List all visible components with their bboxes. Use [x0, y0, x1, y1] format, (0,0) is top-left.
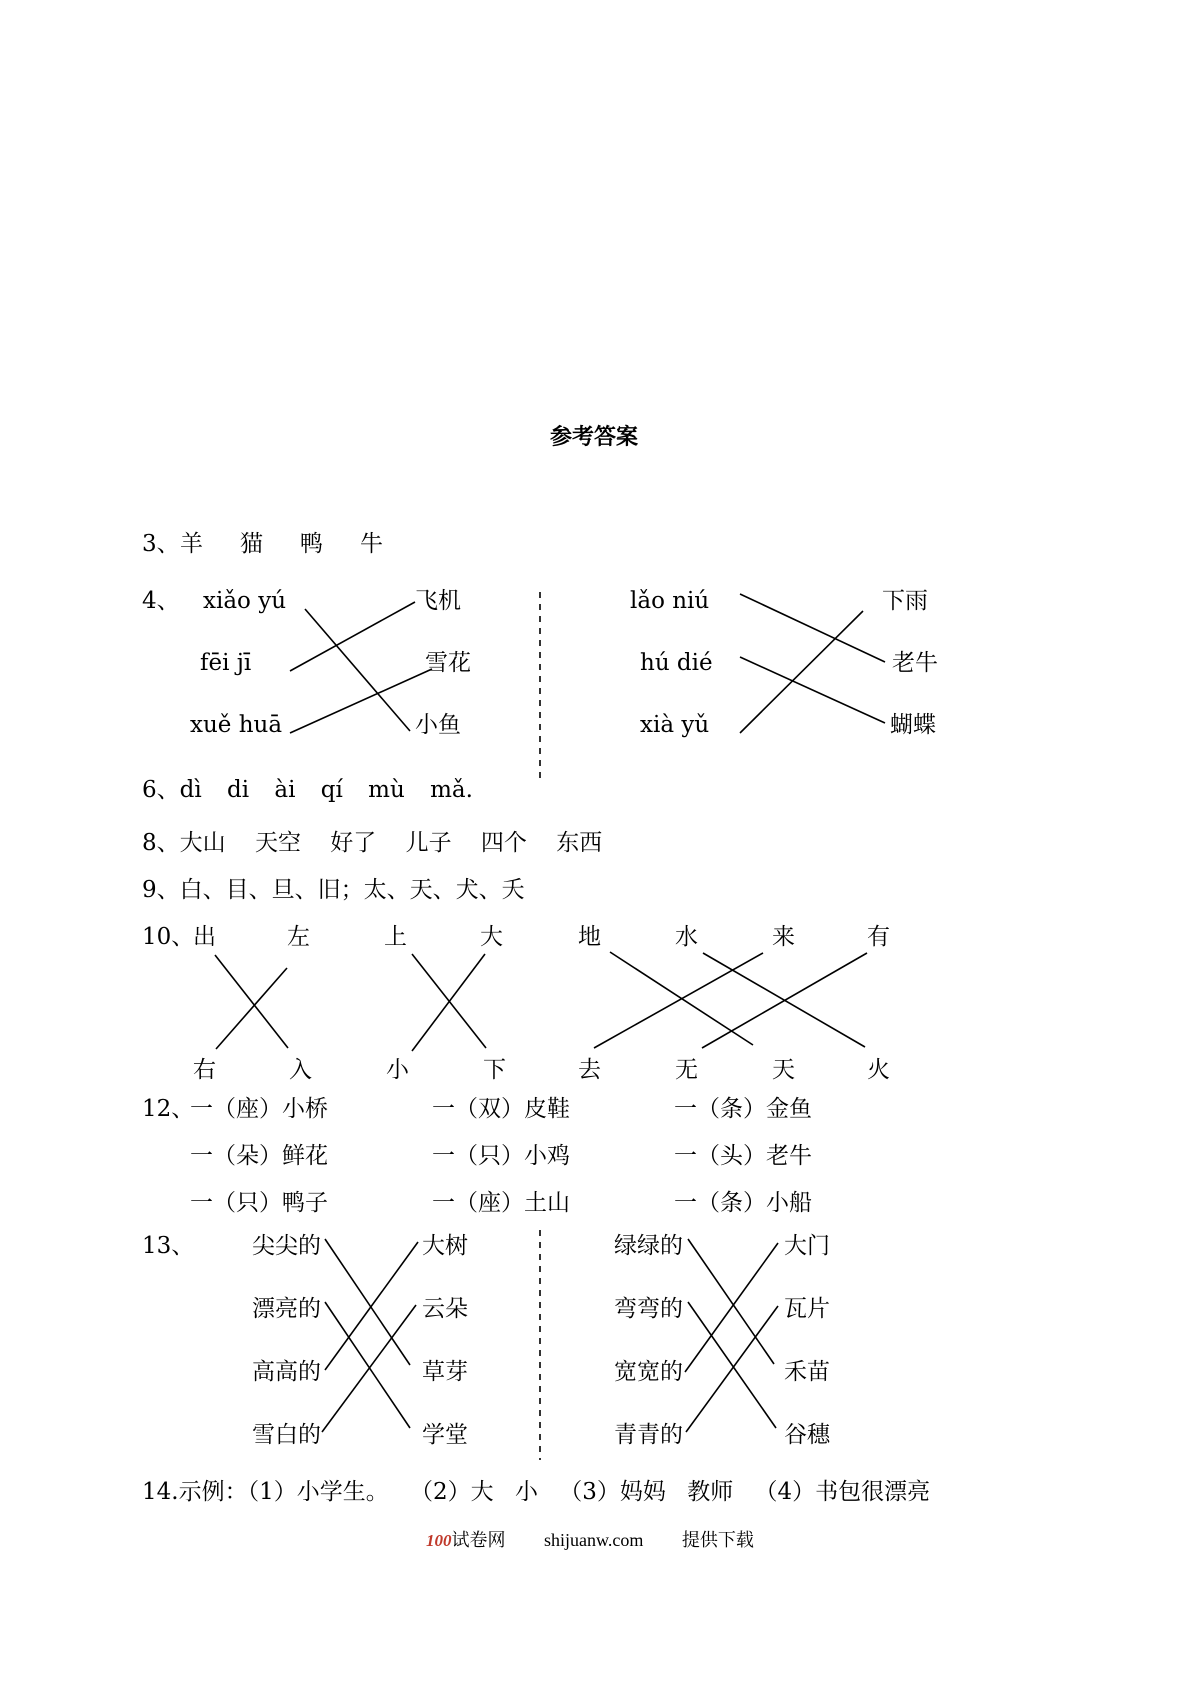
q13-match-line [688, 1239, 774, 1364]
q10-top-char: 出 [193, 924, 216, 950]
q4-match-line [740, 657, 885, 723]
q10-match-line [215, 955, 288, 1048]
q10-match-line [703, 953, 865, 1047]
q12-item: 一（朵）鲜花 [190, 1143, 328, 1169]
q4-match-line [290, 669, 432, 733]
q13-match-line [325, 1302, 410, 1428]
q13-left-adj: 高高的 [252, 1359, 321, 1385]
q4-right-pinyin: hú dié [640, 650, 713, 676]
q4-right-char: 下雨 [882, 588, 928, 614]
q4-match-line [305, 609, 410, 731]
q10-match-line [594, 953, 763, 1048]
q13-left-noun: 大树 [422, 1233, 468, 1259]
q12-number: 12、 [142, 1096, 195, 1122]
q4-right-pinyin: lǎo niú [630, 588, 710, 614]
q4-match-line [290, 602, 415, 671]
q10-bottom-char: 火 [867, 1057, 890, 1083]
q3-word: 鸭 [300, 531, 323, 557]
q3-word: 猫 [240, 531, 263, 557]
footer [426, 1526, 754, 1552]
q4-match-line [740, 594, 885, 662]
q13-left-noun: 云朵 [422, 1296, 468, 1322]
q13-left-adj: 漂亮的 [252, 1296, 321, 1322]
q4-right-char: 老牛 [892, 650, 938, 676]
q12-item: 一（头）老牛 [674, 1143, 812, 1169]
site-logo: 100 [426, 1531, 452, 1550]
q13-right-adj: 绿绿的 [614, 1233, 683, 1259]
q10-bottom-char: 入 [289, 1057, 312, 1083]
q13-match-line [685, 1243, 778, 1372]
q4-match-line [740, 611, 863, 733]
q10-match-line [610, 952, 753, 1045]
q10-match-line [216, 968, 287, 1049]
q10-bottom-char: 天 [772, 1057, 795, 1083]
q10-top-char: 左 [287, 924, 310, 950]
q3-number: 3、 [142, 531, 180, 557]
q12-item: 一（只）鸭子 [190, 1190, 328, 1216]
q4-left-pinyin: xuě huā [190, 712, 283, 738]
q10-top-char: 上 [384, 924, 407, 950]
q12-item: 一（条）小船 [674, 1190, 812, 1216]
q13-left-adj: 雪白的 [252, 1422, 321, 1448]
q10-match-line [412, 954, 485, 1051]
q10-top-char: 有 [867, 924, 890, 950]
q8-answer: 8、大山 天空 好了 儿子 四个 东西 [142, 830, 603, 856]
q10-match-line [412, 954, 486, 1048]
q13-right-adj: 弯弯的 [614, 1296, 683, 1322]
q10-bottom-char: 小 [386, 1057, 409, 1083]
q4-right-pinyin: xià yǔ [640, 712, 710, 738]
q10-match-line [702, 953, 867, 1048]
q6-answer: 6、dì di ài qí mù mǎ. [142, 777, 473, 803]
q13-right-adj: 宽宽的 [614, 1359, 683, 1385]
q4-left-char: 小鱼 [415, 712, 461, 738]
q10-number: 10、 [142, 924, 195, 950]
footer-tail: 提供下载 [681, 1530, 754, 1550]
q13-match-line [686, 1306, 778, 1432]
q4-left-pinyin: xiǎo yú [203, 588, 287, 614]
q14-answer: 14.示例：（1）小学生。 （2）大 小 （3）妈妈 教师 （4）书包很漂亮 [142, 1479, 931, 1505]
q10-top-char: 水 [675, 924, 698, 950]
q10-bottom-char: 去 [578, 1057, 601, 1083]
q13-match-line [325, 1239, 410, 1365]
q13-match-line [688, 1302, 776, 1428]
q13-left-noun: 草芽 [422, 1359, 468, 1385]
q3-word: 牛 [360, 531, 383, 557]
q12-item: 一（座）小桥 [190, 1096, 328, 1122]
site-name: 试卷网 [451, 1530, 506, 1550]
q10-bottom-char: 下 [483, 1057, 506, 1083]
q10-bottom-char: 无 [675, 1057, 698, 1083]
q13-right-noun: 大门 [784, 1233, 830, 1259]
page-title: 参考答案 [550, 424, 639, 450]
q9-answer: 9、白、目、旦、旧；太、天、犬、夭 [142, 877, 525, 903]
q12-item: 一（座）土山 [432, 1190, 570, 1216]
q13-right-noun: 瓦片 [784, 1296, 830, 1322]
q3-word: 羊 [180, 531, 203, 557]
q10-top-char: 来 [772, 924, 795, 950]
q4-left-pinyin: fēi jī [200, 650, 252, 676]
q10-bottom-char: 右 [193, 1057, 216, 1083]
q13-right-noun: 禾苗 [784, 1359, 830, 1385]
q12-item: 一（条）金鱼 [674, 1096, 812, 1122]
site-domain: shijuanw.com [544, 1530, 644, 1550]
q12-item: 一（双）皮鞋 [432, 1096, 570, 1122]
q13-match-line [322, 1305, 416, 1432]
q10-top-char: 地 [578, 924, 601, 950]
q13-right-adj: 青青的 [614, 1422, 683, 1448]
q13-match-line [325, 1242, 418, 1370]
q4-number: 4、 [142, 588, 180, 614]
q4-left-char: 飞机 [415, 588, 461, 614]
q13-number: 13、 [142, 1233, 195, 1259]
q13-left-noun: 学堂 [422, 1422, 468, 1448]
q13-left-adj: 尖尖的 [252, 1233, 321, 1259]
q4-right-char: 蝴蝶 [890, 712, 936, 738]
q4-left-char: 雪花 [425, 650, 471, 676]
q12-item: 一（只）小鸡 [432, 1143, 570, 1169]
q10-top-char: 大 [480, 924, 503, 950]
q13-right-noun: 谷穗 [784, 1422, 830, 1448]
